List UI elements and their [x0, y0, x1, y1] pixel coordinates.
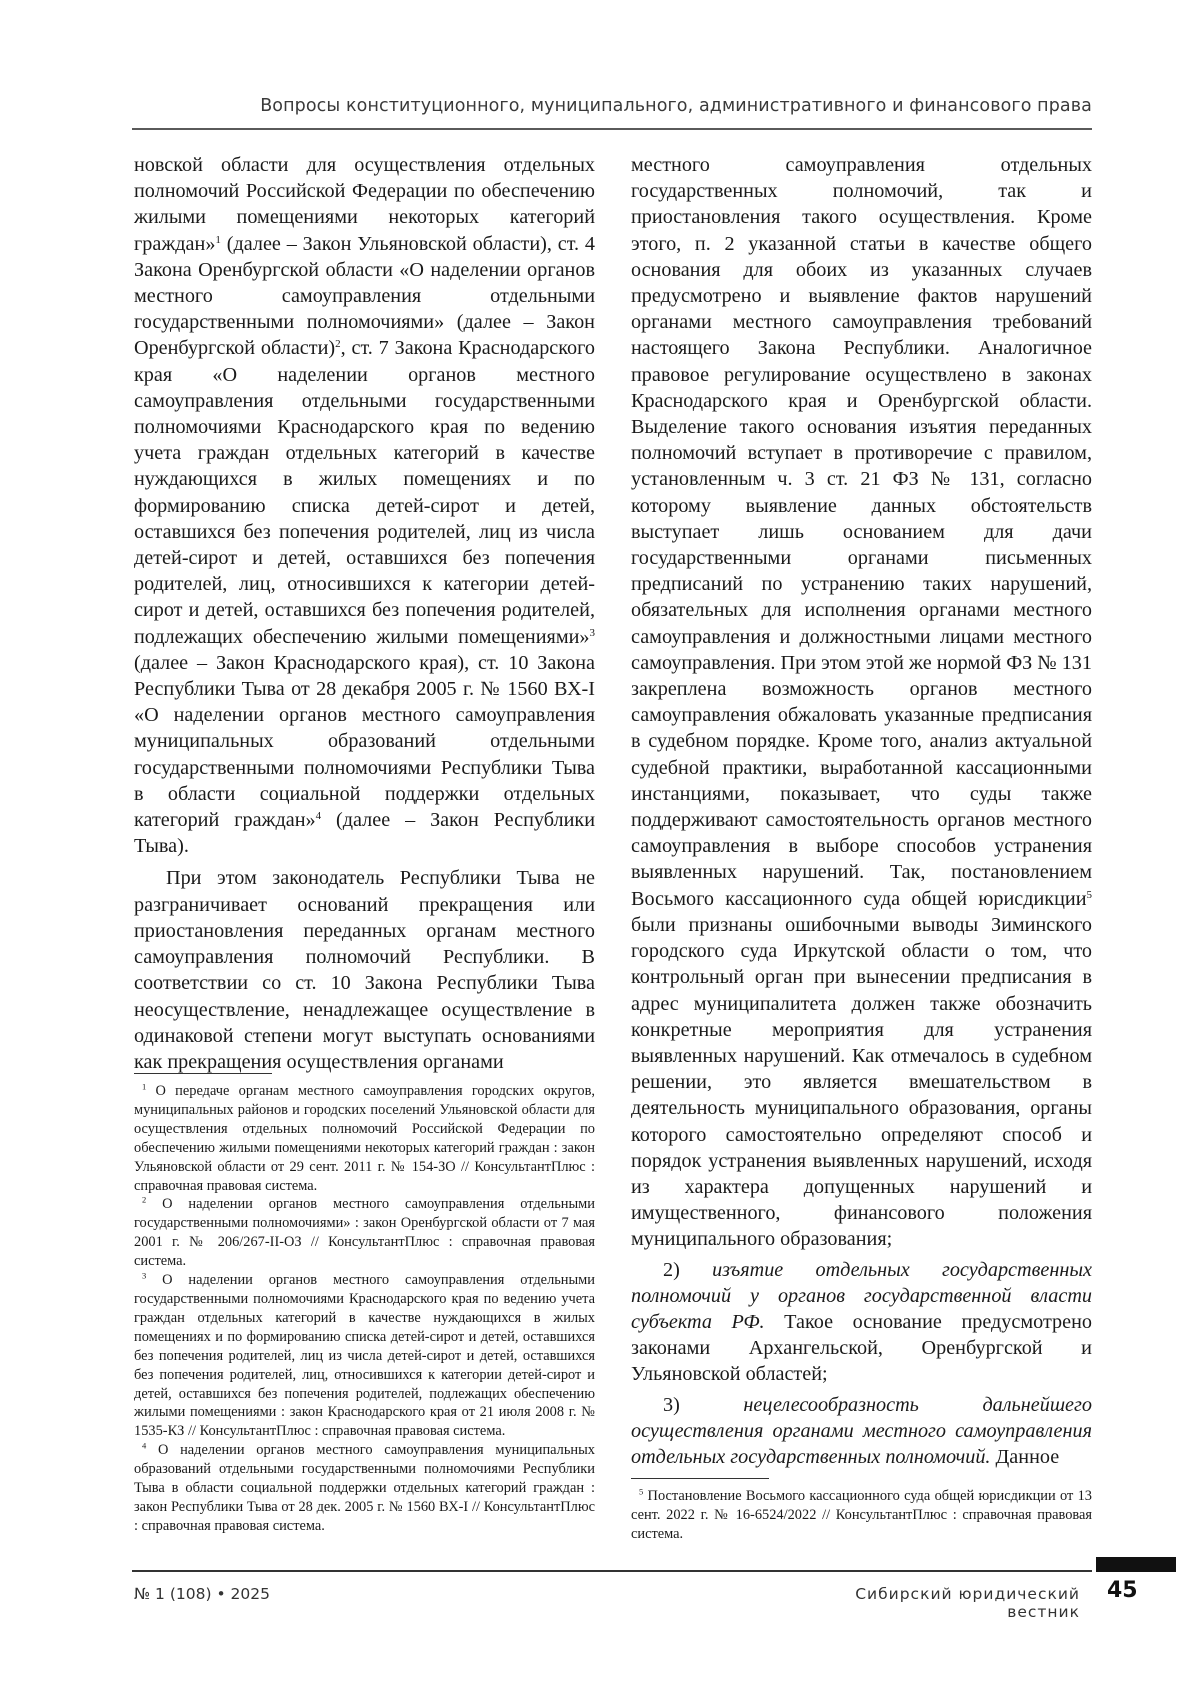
list-number: 3): [663, 1393, 744, 1416]
left-column: [134, 152, 595, 1075]
text-run: (далее – Закон Ульяновской области), ст. 4 Закона Оренбургской области «О наделении органов местного самоуправления отдельными государственными полномочиями» (далее – Закон Оренбургской области): [134, 232, 595, 360]
text-run: были признаны ошибочными выводы Зиминского городского суда Иркутской области о том, что контрольный орган при вынесении предписания в адрес муниципалитета должен также обозначить конкретные мероприятия для устранения выявленных нарушений. Как отмечалось в судебном решении, это является вмешательством в деятельность муниципального образования, органы которого самостоятельно определяют способ и порядок устранения выявленных нарушений, исходя из характера допущенных нарушений и имущественного, финансового положения муниципального образования;: [631, 913, 1092, 1251]
footnote: [134, 1195, 595, 1271]
text-run: , ст. 7 Закона Краснодарского края «О наделении органов местного самоуправления отдельными государственными полномочиями Краснодарского края по ведению учета граждан отдельных категорий в качестве нуждающихся в жилых помещениях и по формированию списка детей-сирот и детей, оставшихся без попечения родителей, лиц из числа детей-сирот и детей, оставшихся без попечения родителей, лиц, относившихся к категории детей-сирот и детей, оставшихся без попечения родителей, подлежащих обеспечению жилыми помещениями»: [134, 337, 595, 648]
list-item: [631, 1392, 1092, 1471]
page-number: 45: [1107, 1578, 1138, 1603]
text-run: Данное: [990, 1445, 1060, 1468]
text-run: (далее – Закон Краснодарского края), ст. 10 Закона Республики Тыва от 28 декабря 2005 г. № 1560 ВХ-I «О наделении органов местного самоуправления муниципальных образований отдельными государственными полномочиями Республики Тыва в области социальной поддержки отдельных категорий граждан»: [134, 651, 595, 832]
footnotes-right: [631, 1478, 1092, 1544]
footnote-rule: [631, 1478, 769, 1479]
right-column: [631, 152, 1092, 1470]
footnote-text: Постановление Восьмого кассационного суда общей юрисдикции от 13 сент. 2022 г. № 16-6524/2022 // КонсультантПлюс : справочная правовая система.: [631, 1488, 1092, 1542]
paragraph: [134, 152, 595, 859]
footnote-text: О передаче органам местного самоуправления городских округов, муниципальных районов и городских поселений Ульяновской области для осуществления отдельных полномочий Российской Федерации по обеспечению жилыми помещениями некоторых категорий граждан : закон Ульяновской области от 29 сент. 2011 г. № 154-ЗО // КонсультантПлюс : справочная правовая система.: [134, 1083, 595, 1194]
emphasis: нецелесообразность дальнейшего осуществления органами местного самоуправления отдельных государственных полномочий.: [631, 1393, 1092, 1468]
text-run: новской области для осуществления отдельных полномочий Российской Федерации по обеспечению жилыми помещениями некоторых категорий граждан»: [134, 154, 595, 255]
footnote: [134, 1082, 595, 1195]
footnote-text: О наделении органов местного самоуправления отдельными государственными полномочиями Краснодарского края по ведению учета граждан отдельных категорий в качестве нуждающихся в жилых помещениях и по формированию списка детей-сирот и детей, оставшихся без попечения родителей, лиц из числа детей-сирот и детей, оставшихся без попечения родителей, лиц, относившихся к категории детей-сирот и детей, оставшихся без попечения родителей, подлежащих обеспечению жилыми помещениями : закон Краснодарского края от 21 июля 2008 г. № 1535-КЗ // КонсультантПлюс : справочная правовая система.: [134, 1272, 595, 1440]
issue-number: № 1 (108) • 2025: [134, 1585, 270, 1603]
list-number: 2): [663, 1258, 713, 1281]
footnote-number: 1: [142, 1081, 147, 1092]
footnote-ref[interactable]: 5: [1086, 888, 1092, 901]
text-run: Такое основание предусмотрено законами Архангельской, Оренбургской и Ульяновской областей;: [631, 1310, 1092, 1386]
text-run: (далее – Закон Республики Тыва).: [134, 809, 595, 858]
footnote: [134, 1271, 595, 1441]
footer-tab-marker: [1096, 1557, 1176, 1572]
footnote-number: 3: [142, 1270, 147, 1281]
footnote-text: О наделении органов местного самоуправления отдельными государственными полномочиями» : закон Оренбургской области от 7 мая 2001 г. № 206/267-II-ОЗ // КонсультантПлюс : справочная правовая система.: [134, 1196, 595, 1270]
footnote-ref[interactable]: 4: [315, 809, 322, 822]
footnote-ref[interactable]: 1: [215, 233, 221, 246]
footnote-text: О наделении органов местного самоуправления муниципальных образований отдельными государственными полномочиями Республики Тыва в области социальной поддержки отдельных категорий граждан : закон Республики Тыва от 28 дек. 2005 г. № 1560 ВХ-I // КонсультантПлюс : справочная правовая система.: [134, 1442, 595, 1534]
footnote: [631, 1487, 1092, 1544]
running-head: Вопросы конституционного, муниципального, административного и финансового права: [260, 96, 1092, 116]
paragraph: [631, 152, 1092, 1253]
footnote-ref[interactable]: 2: [335, 338, 341, 351]
footnote: [134, 1441, 595, 1536]
journal-title: Сибирский юридический вестник: [855, 1585, 1080, 1621]
footnote-number: 4: [142, 1440, 147, 1451]
text-run: местного самоуправления отдельных государственных полномочий, так и приостановления такого осуществления. Кроме этого, п. 2 указанной статьи в качестве общего основания для обоих из указанных случаев предусмотрено и выявление фактов нарушений органами местного самоуправления требований настоящего Закона Республики. Аналогичное правовое регулирование осуществлено в законах Краснодарского края и Оренбургской области. Выделение такого основания изъятия переданных полномочий вступает в противоречие с правилом, установленным ч. 3 ст. 21 ФЗ № 131, согласно которому выявление данных обстоятельств выступает лишь основанием для дачи государственными органами письменных предписаний по устранению таких нарушений, обязательных для исполнения органами местного самоуправления и должностными лицами местного самоуправления. При этом этой же нормой ФЗ № 131 закреплена возможность органов местного самоуправления обжаловать указанные предписания в судебном порядке. Кроме того, анализ актуальной судебной практики, выработанной кассационными инстанциями, показывает, что суды также поддерживают самостоятельность органов местного самоуправления в выборе способов устранения выявленных нарушений. Так, постановлением Восьмого кассационного суда общей юрисдикции: [631, 154, 1092, 910]
list-item: [631, 1257, 1092, 1388]
header-rule: [132, 128, 1092, 130]
footnote-ref[interactable]: 3: [589, 626, 595, 639]
footnotes-left: [134, 1073, 595, 1536]
emphasis: изъятие отдельных государственных полномочий у органов государственной власти субъекта РФ.: [631, 1258, 1092, 1333]
footnote-number: 5: [639, 1486, 644, 1497]
footer-rule: [132, 1570, 1092, 1572]
footnote-rule: [134, 1073, 272, 1074]
paragraph: При этом законодатель Республики Тыва не разграничивает оснований прекращения или приостановления переданных органам местного самоуправления полномочий Республики. В соответствии со ст. 10 Закона Республики Тыва неосуществление, ненадлежащее осуществление в одинаковой степени могут выступать основаниями как прекращения осуществления органами: [134, 867, 595, 1073]
footnote-number: 2: [142, 1194, 147, 1205]
